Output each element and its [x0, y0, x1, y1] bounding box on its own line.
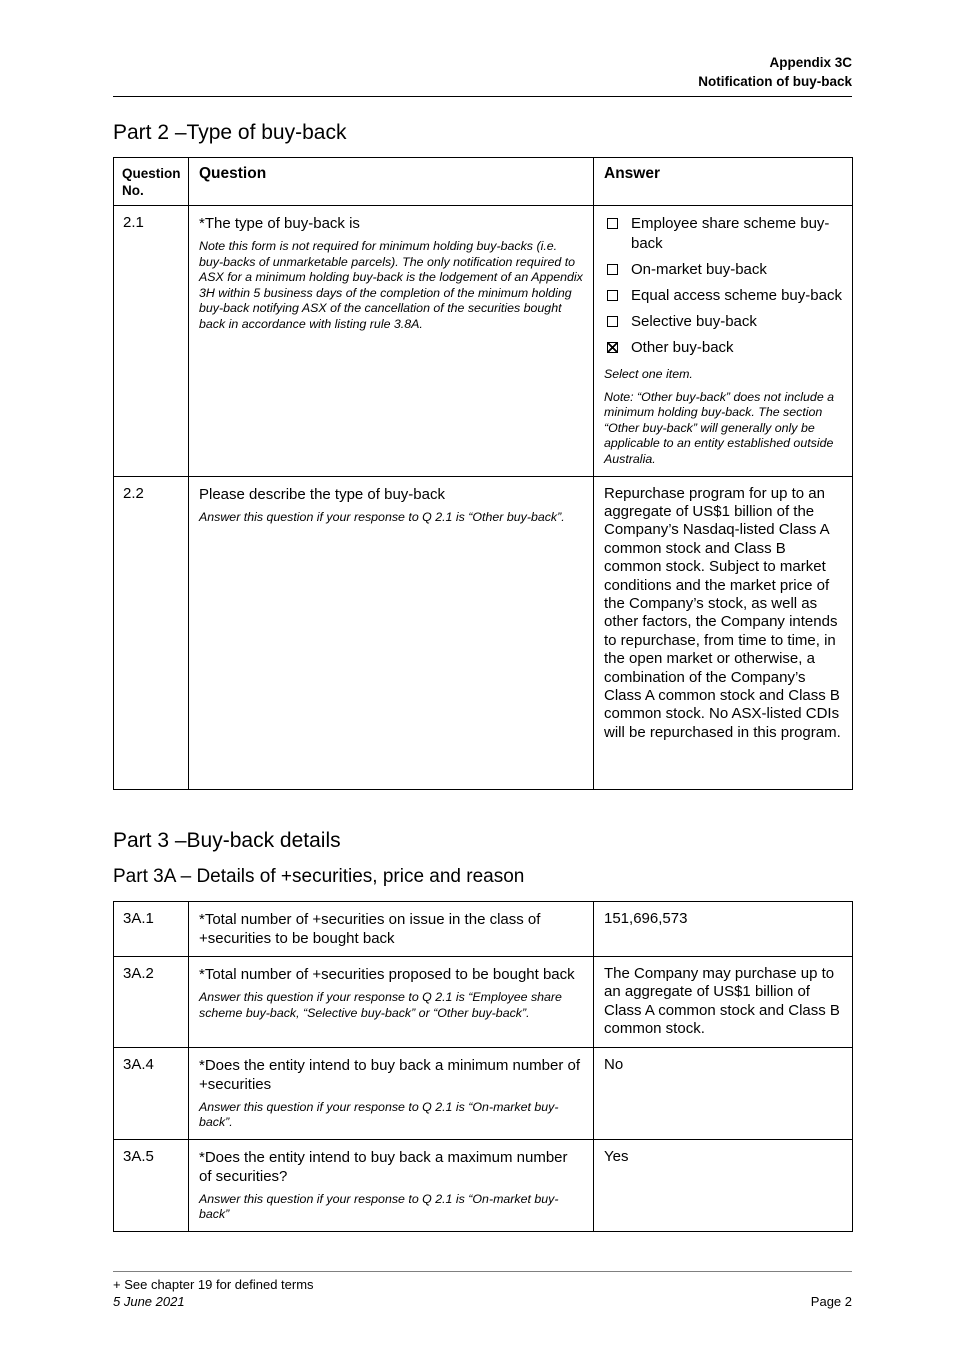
- question-cell: [189, 476, 594, 789]
- option-label: Equal access scheme buy-back: [631, 287, 842, 304]
- option-selective: [607, 312, 842, 332]
- answer-text: Repurchase program for up to an aggregate of US$1 billion of the Company’s Nasdaq-listed Class A common stock and Class B common stock. Subject to market conditions and the market price of the Company’s stock, as well as other factors, the Company intends to repurchase, from time to time, in the open market or otherwise, a combination of the Company’s Class A common stock and Class B common stock. No ASX-listed CDIs will be repurchased in this program.: [604, 484, 841, 741]
- part3a-table: [113, 901, 853, 1232]
- answer-text: The Company may purchase up to an aggregate of US$1 billion of Class A common stock and Class B common stock.: [604, 965, 840, 1038]
- option-label: On-market buy-back: [631, 261, 767, 278]
- part2-table-header-row: [114, 158, 853, 206]
- question-number: 3A.5: [114, 1139, 189, 1231]
- select-one-note: Select one item.: [604, 367, 693, 381]
- question-number: 2.2: [114, 476, 189, 789]
- footer-rule: [113, 1271, 852, 1272]
- checkbox-on-market-icon[interactable]: [607, 264, 618, 275]
- question-cell: [189, 957, 594, 1048]
- table-row: [114, 902, 853, 957]
- question-title: *Does the entity intend to buy back a maximum number of securities?: [199, 1148, 568, 1185]
- question-title: *Total number of +securities on issue in the class of +securities to be bought back: [199, 911, 541, 947]
- checkbox-selective-icon[interactable]: [607, 316, 618, 327]
- answer-cell: [594, 476, 853, 789]
- question-cell: [189, 902, 594, 957]
- doc-header-subtitle: Notification of buy-back: [698, 74, 852, 89]
- option-label: Employee share scheme buy-back: [631, 215, 830, 252]
- doc-header-title: Appendix 3C: [769, 55, 852, 70]
- question-note: Answer this question if your response to Q 2.1 is “Other buy-back”.: [199, 509, 565, 524]
- question-title: *Total number of +securities proposed to be bought back: [199, 966, 575, 983]
- checkbox-other-icon[interactable]: [607, 342, 618, 353]
- question-number: 3A.4: [114, 1047, 189, 1139]
- answer-text: Yes: [604, 1147, 629, 1165]
- table-row: [114, 1047, 853, 1139]
- other-buyback-note: Note: “Other buy-back” does not include a minimum holding buy-back. The section “Other buy-back” will generally only be applicable to an entity established outside Australia.: [604, 389, 835, 466]
- option-label: Selective buy-back: [631, 313, 757, 330]
- table-row: [114, 1139, 853, 1231]
- defined-terms-note: + See chapter 19 for defined terms: [113, 1277, 314, 1292]
- question-cell: [189, 206, 594, 477]
- table-row: [114, 957, 853, 1048]
- option-other: [607, 338, 842, 358]
- part3a-heading: Part 3A – Details of +securities, price and reason: [113, 866, 525, 887]
- answer-text: No: [604, 1055, 624, 1073]
- option-equal-access-scheme: [607, 286, 842, 306]
- question-note: Answer this question if your response to Q 2.1 is “On-market buy-back”: [199, 1191, 559, 1222]
- question-cell: [189, 1047, 594, 1139]
- answer-cell: [594, 206, 853, 477]
- option-employee-share-scheme: [607, 214, 842, 254]
- part3-heading: Part 3 –Buy-back details: [113, 829, 341, 852]
- footer-date: 5 June 2021: [113, 1294, 185, 1309]
- answer-cell: [594, 1047, 853, 1139]
- table-row: [114, 476, 853, 789]
- option-on-market: [607, 260, 842, 280]
- doc-header: [698, 53, 852, 91]
- question-note: Answer this question if your response to Q 2.1 is “Employee share scheme buy-back, “Selective buy-back” or “Other buy-back”.: [199, 990, 562, 1020]
- question-note: Answer this question if your response to Q 2.1 is “On-market buy-back”.: [199, 1099, 559, 1130]
- answer-cell: [594, 1139, 853, 1231]
- header-question-no: Question No.: [114, 158, 189, 206]
- question-cell: [189, 1139, 594, 1231]
- answer-cell: [594, 957, 853, 1048]
- question-title: *The type of buy-back is: [199, 215, 360, 232]
- header-rule: [113, 96, 852, 97]
- header-question: Question: [189, 158, 594, 206]
- part2-table: [113, 157, 853, 790]
- page-footer: [113, 1271, 852, 1310]
- answer-text: 151,696,573: [604, 910, 688, 927]
- question-title: *Does the entity intend to buy back a minimum number of +securities: [199, 1056, 581, 1093]
- option-label: Other buy-back: [631, 339, 734, 356]
- question-number: 2.1: [114, 206, 189, 477]
- question-number: 3A.2: [114, 957, 189, 1048]
- header-answer: Answer: [594, 158, 853, 206]
- table-row: [114, 206, 853, 477]
- question-number: 3A.1: [114, 902, 189, 957]
- question-title: Please describe the type of buy-back: [199, 485, 445, 503]
- checkbox-employee-share-scheme-icon[interactable]: [607, 218, 618, 229]
- part2-heading: Part 2 –Type of buy-back: [113, 121, 347, 144]
- answer-cell: [594, 902, 853, 957]
- question-note: Note this form is not required for minimum holding buy-backs (i.e. buy-backs of unmarketable parcels). The only notification required to ASX for a minimum holding buy-back is the lodgement of an Appendix 3H within 5 business days of the completion of the minimum holding buy-back notifying ASX of the cancellation of the securities bought back in accordance with listing rule 3.8A.: [199, 239, 583, 331]
- checkbox-equal-access-icon[interactable]: [607, 290, 618, 301]
- page-number: Page 2: [810, 1294, 852, 1309]
